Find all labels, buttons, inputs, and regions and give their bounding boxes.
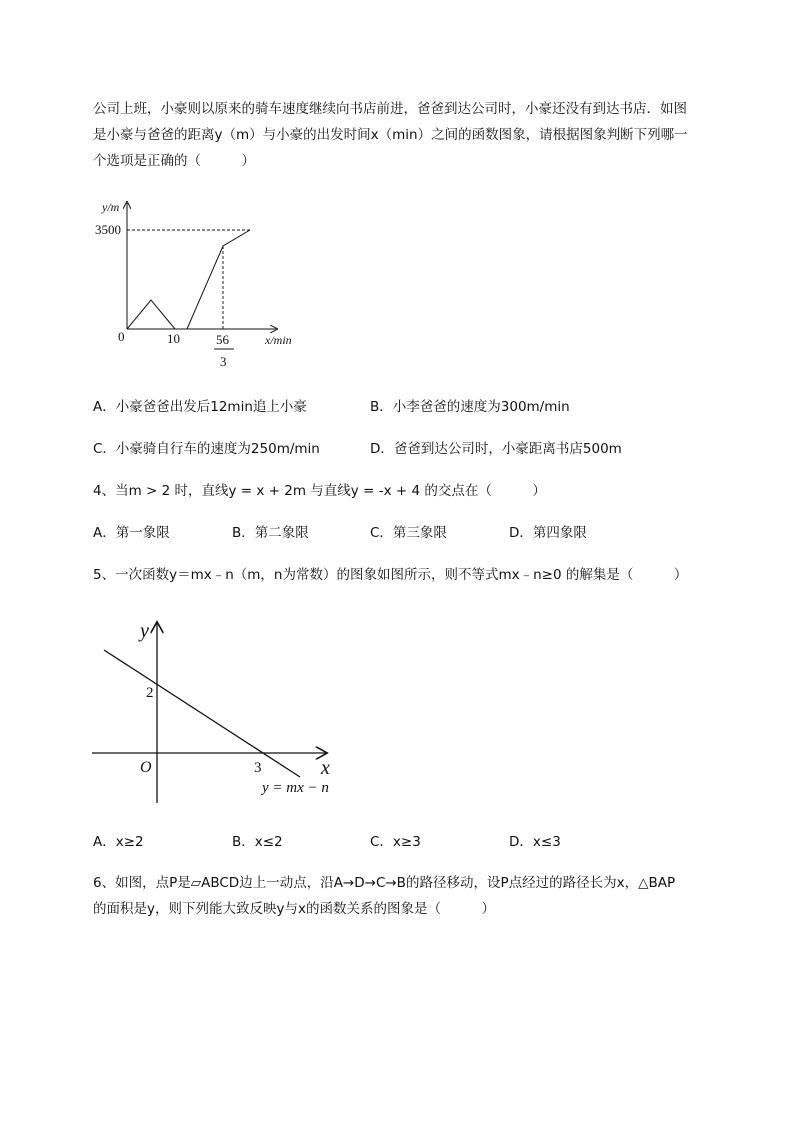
q6-stem-line-1: 6、如图，点P是▱ABCD边上一动点，沿A→D→C→B的路径移动，设P点经过的路径长为x，△BAP bbox=[93, 875, 676, 891]
q5-y-intercept-label: 2 bbox=[146, 685, 154, 701]
q3-y-axis-label: y/m bbox=[102, 200, 120, 214]
q5-origin-label: O bbox=[140, 759, 152, 776]
q5-y-axis-label: y bbox=[140, 620, 149, 642]
q5-option-a[interactable]: A．x≥2 bbox=[93, 834, 144, 850]
q3-stem-line-3: 个选项是正确的（ ） bbox=[93, 153, 255, 169]
q5-linear-function-graph bbox=[90, 615, 350, 815]
q4-option-d[interactable]: D．第四象限 bbox=[509, 525, 587, 541]
q5-option-d[interactable]: D．x≤3 bbox=[509, 834, 561, 850]
q4-option-a[interactable]: A．第一象限 bbox=[93, 525, 170, 541]
q5-x-axis-label: x bbox=[321, 757, 330, 779]
q3-option-a[interactable]: A．小豪爸爸出发后12min追上小豪 bbox=[93, 399, 307, 415]
q3-x-tick-56: 56 bbox=[216, 332, 229, 347]
q4-option-c[interactable]: C．第三象限 bbox=[370, 525, 447, 541]
q3-option-c[interactable]: C．小豪骑自行车的速度为250m/min bbox=[93, 441, 320, 457]
q3-x-tick-3: 3 bbox=[220, 354, 227, 369]
q5-stem: 5、一次函数y＝mx﹣n（m，n为常数）的图象如图所示，则不等式mx﹣n≥0 的解集是（ ） bbox=[93, 567, 688, 583]
q5-line-label: y = mx − n bbox=[262, 780, 329, 796]
q3-distance-time-graph bbox=[90, 195, 310, 375]
q3-option-b[interactable]: B．小李爸爸的速度为300m/min bbox=[370, 399, 570, 415]
q4-option-b[interactable]: B．第二象限 bbox=[232, 525, 309, 541]
q3-x-axis-label: x/min bbox=[265, 333, 292, 347]
q3-origin-label: 0 bbox=[118, 329, 125, 344]
q3-stem-line-2: 是小豪与爸爸的距离y（m）与小豪的出发时间x（min）之间的函数图象，请根据图象判断下列哪一 bbox=[93, 127, 688, 143]
q3-x-tick-10: 10 bbox=[167, 331, 180, 346]
q3-stem-line-1: 公司上班，小豪则以原来的骑车速度继续向书店前进，爸爸到达公司时，小豪还没有到达书店．如图 bbox=[93, 101, 687, 117]
q5-x-intercept-label: 3 bbox=[254, 760, 262, 776]
q3-y-tick-3500: 3500 bbox=[95, 222, 121, 237]
q3-option-d[interactable]: D．爸爸到达公司时，小豪距离书店500m bbox=[370, 441, 622, 457]
q5-function-line bbox=[104, 650, 300, 777]
q3-graph-line bbox=[127, 230, 250, 329]
q5-option-b[interactable]: B．x≤2 bbox=[232, 834, 283, 850]
q6-stem-line-2: 的面积是y，则下列能大致反映y与x的函数关系的图象是（ ） bbox=[93, 901, 495, 917]
q5-option-c[interactable]: C．x≥3 bbox=[370, 834, 421, 850]
q4-stem: 4、当m > 2 时，直线y = x + 2m 与直线y = -x + 4 的交点在（ ） bbox=[93, 483, 546, 499]
